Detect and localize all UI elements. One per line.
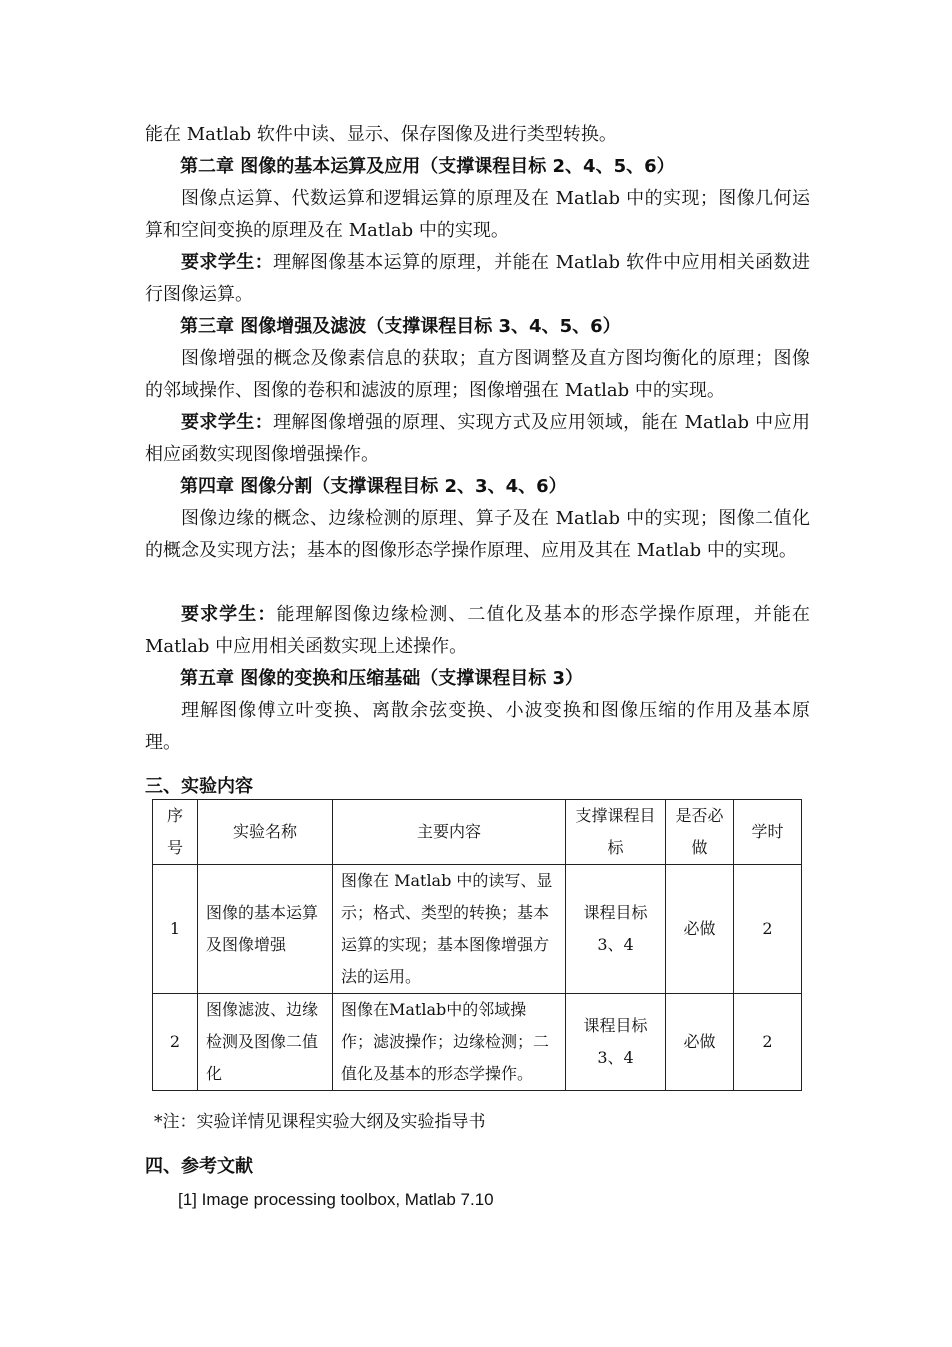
chapter-4-heading: 第四章 图像分割（支撑课程目标 2、3、4、6） bbox=[180, 476, 567, 497]
chapter-3-requirement bbox=[145, 407, 810, 471]
row-name: 图像滤波、边缘检测及图像二值化 bbox=[198, 994, 333, 1091]
intro-line: 能在 Matlab 软件中读、显示、保存图像及进行类型转换。 bbox=[145, 124, 617, 145]
requirement-text: 理解图像增强的原理、实现方式及应用领域，能在 Matlab 中应用相应函数实现图像增强操作。 bbox=[145, 412, 810, 465]
requirement-text: 理解图像基本运算的原理，并能在 Matlab 软件中应用相关函数进行图像运算。 bbox=[145, 252, 810, 305]
row-no: 2 bbox=[153, 994, 198, 1091]
requirement-label: 要求学生： bbox=[181, 252, 274, 273]
chapter-2-body: 图像点运算、代数运算和逻辑运算的原理及在 Matlab 中的实现；图像几何运算和空间变换的原理及在 Matlab 中的实现。 bbox=[145, 188, 810, 241]
chapter-3-body: 图像增强的概念及像素信息的获取；直方图调整及直方图均衡化的原理；图像的邻域操作、图像的卷积和滤波的原理；图像增强在 Matlab 中的实现。 bbox=[145, 348, 810, 401]
row-content: 图像在Matlab中的邻域操作；滤波操作；边缘检测；二值化及基本的形态学操作。 bbox=[333, 994, 566, 1091]
reference-item: [1] Image processing toolbox, Matlab 7.10 bbox=[178, 1190, 494, 1209]
row-target: 课程目标 3、4 bbox=[566, 994, 666, 1091]
row-no: 1 bbox=[153, 865, 198, 994]
chapter-2-heading: 第二章 图像的基本运算及应用（支撑课程目标 2、4、5、6） bbox=[180, 156, 675, 177]
section-4-title: 四、参考文献 bbox=[145, 1156, 253, 1177]
table-header-row bbox=[153, 800, 802, 865]
row-hours: 2 bbox=[734, 865, 802, 994]
experiment-table bbox=[152, 799, 802, 1091]
row-required: 必做 bbox=[666, 994, 734, 1091]
header-cell-content: 主要内容 bbox=[333, 800, 566, 865]
requirement-label: 要求学生： bbox=[181, 412, 274, 433]
row-name: 图像的基本运算及图像增强 bbox=[198, 865, 333, 994]
header-cell-hours: 学时 bbox=[734, 800, 802, 865]
section-3-title: 三、实验内容 bbox=[145, 776, 253, 797]
chapter-4-requirement bbox=[145, 599, 810, 663]
chapter-5-heading: 第五章 图像的变换和压缩基础（支撑课程目标 3） bbox=[180, 668, 584, 689]
chapter-4-body: 图像边缘的概念、边缘检测的原理、算子及在 Matlab 中的实现；图像二值化的概念及实现方法；基本的图像形态学操作原理、应用及其在 Matlab 中的实现。 bbox=[145, 508, 810, 561]
header-cell-required: 是否必做 bbox=[666, 800, 734, 865]
table-row bbox=[153, 865, 802, 994]
row-hours: 2 bbox=[734, 994, 802, 1091]
header-cell-name: 实验名称 bbox=[198, 800, 333, 865]
table-row bbox=[153, 994, 802, 1091]
requirement-text: 能理解图像边缘检测、二值化及基本的形态学操作原理，并能在 Matlab 中应用相关函数实现上述操作。 bbox=[145, 604, 810, 657]
chapter-5-body: 理解图像傅立叶变换、离散余弦变换、小波变换和图像压缩的作用及基本原理。 bbox=[145, 700, 810, 753]
row-content: 图像在 Matlab 中的读写、显示；格式、类型的转换；基本运算的实现；基本图像增强方法的运用。 bbox=[333, 865, 566, 994]
chapter-3-heading: 第三章 图像增强及滤波（支撑课程目标 3、4、5、6） bbox=[180, 316, 621, 337]
table-note: *注：实验详情见课程实验大纲及实验指导书 bbox=[154, 1112, 486, 1132]
row-target: 课程目标 3、4 bbox=[566, 865, 666, 994]
requirement-label: 要求学生： bbox=[181, 604, 277, 625]
header-cell-no: 序号 bbox=[153, 800, 198, 865]
row-required: 必做 bbox=[666, 865, 734, 994]
header-cell-target: 支撑课程目标 bbox=[566, 800, 666, 865]
chapter-2-requirement bbox=[145, 247, 810, 311]
